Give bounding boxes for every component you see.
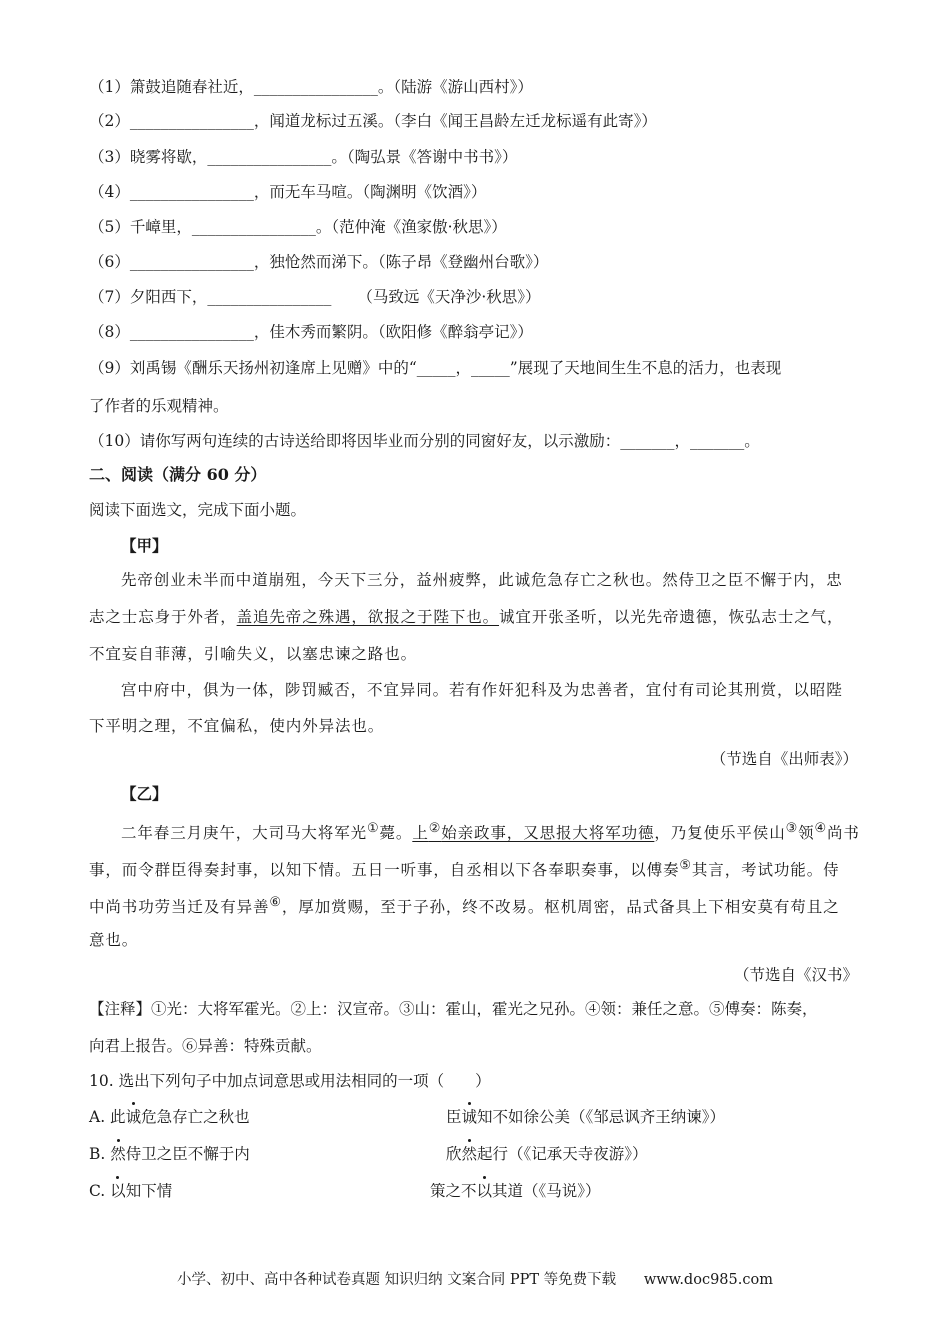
option-text: 其道（《马说》） bbox=[492, 1182, 601, 1200]
answer-blank: ________________ bbox=[129, 183, 254, 201]
footer-text: 小学、初中、高中各种试卷真题 知识归纳 文案合同 PPT 等免费下载 bbox=[177, 1272, 617, 1288]
option-a bbox=[89, 1106, 789, 1128]
option-text: 危急存亡之秋也 bbox=[141, 1108, 250, 1126]
text-span: 其言，考试功能。侍 bbox=[691, 861, 840, 880]
instruction: 阅读下面选文，完成下面小题。 bbox=[89, 501, 307, 519]
text-span: 诚宜开张圣听，以光先帝遗德，恢弘志士之气， bbox=[499, 608, 844, 626]
passage-label-yi: 【乙】 bbox=[121, 784, 168, 803]
fill-in-item-3 bbox=[89, 146, 517, 168]
answer-blank: ________________ bbox=[129, 112, 254, 130]
option-b-compare bbox=[446, 1143, 648, 1165]
fill-in-source: ，佳木秀而繁阴。（欧阳修《醉翁亭记》） bbox=[253, 323, 533, 341]
fill-in-text: （4） bbox=[89, 183, 130, 201]
note-marker: ④ bbox=[814, 821, 827, 836]
fill-in-source: ，而无车马喧。（陶渊明《饮酒》） bbox=[253, 183, 487, 201]
dotted-word: 然 bbox=[461, 1145, 478, 1163]
fill-in-text: （6） bbox=[89, 253, 130, 271]
answer-blank: ________________ bbox=[191, 218, 316, 236]
yi-source: （节选自《汉书》 bbox=[733, 966, 858, 984]
fill-in-text: （1）箫鼓追随春社近， bbox=[89, 78, 254, 96]
section-title: 二、阅读（满分 60 分） bbox=[89, 465, 267, 484]
text-span: 中尚书功劳当迁及有异善 bbox=[89, 898, 270, 917]
q9-line-1: （9）刘禹锡《酬乐天扬州初逢席上见赠》中的“_____，_____”展现了天地间生生不息的活力，也表现 bbox=[89, 359, 782, 377]
text-span: 事，而令群臣得奏封事，以知下情。五日一听事，自丞相以下各奉职奏事，以傅奏 bbox=[89, 861, 680, 880]
option-label: A. 此 bbox=[89, 1108, 126, 1126]
answer-blank: ________________ bbox=[129, 323, 254, 341]
option-label: C. bbox=[89, 1182, 111, 1200]
fill-in-item-5 bbox=[89, 216, 507, 238]
dotted-word: 诚 bbox=[461, 1108, 478, 1126]
note-marker: ③ bbox=[785, 821, 799, 836]
answer-blank: ________________ bbox=[207, 288, 332, 306]
fill-in-text: （2） bbox=[89, 112, 130, 130]
fill-in-text: （8） bbox=[89, 323, 130, 341]
yi-line-2 bbox=[89, 855, 840, 881]
fill-in-item-6 bbox=[89, 251, 548, 273]
option-label: B. bbox=[89, 1145, 111, 1163]
text-span: ，厚加赏赐，至于子孙，终不改易。枢机周密，品式备具上下相安莫有苟且之 bbox=[281, 898, 840, 917]
dotted-word: 诚 bbox=[125, 1108, 142, 1126]
dotted-word: 然 bbox=[110, 1145, 126, 1163]
option-text: 策之不 bbox=[430, 1182, 477, 1200]
dotted-word: 以 bbox=[476, 1182, 493, 1200]
fill-in-source: （马致远《天净沙·秋思》） bbox=[357, 288, 541, 306]
yi-line-1 bbox=[121, 818, 860, 844]
fill-in-source: ，闻道龙标过五溪。（李白《闻王昌龄左迁龙标遥有此寄》） bbox=[253, 112, 657, 130]
text-span: 领 bbox=[798, 824, 815, 843]
option-a-compare bbox=[446, 1106, 725, 1128]
fill-in-item-1 bbox=[89, 76, 533, 98]
jia-p2-line-2: 下平明之理，不宜偏私，使内外异法也。 bbox=[89, 717, 385, 735]
footer-site-link[interactable]: www.doc985.com bbox=[643, 1272, 773, 1288]
notes-line-1: 【注释】①光：大将军霍光。②上：汉宣帝。③山：霍山，霍光之兄孙。④领：兼任之意。⑤傅奏：陈奏， bbox=[89, 1000, 818, 1018]
fill-in-item-8 bbox=[89, 321, 533, 343]
jia-p1-line-1: 先帝创业未半而中道崩殂，今天下三分，益州疲弊，此诚危急存亡之秋也。然侍卫之臣不懈于内，忠 bbox=[121, 571, 843, 589]
q9-line-2: 了作者的乐观精神。 bbox=[89, 397, 229, 415]
fill-in-text: （3）晓雾将歇， bbox=[89, 148, 208, 166]
text-span: 上 bbox=[412, 824, 429, 843]
notes-line-2: 向君上报告。⑥异善：特殊贡献。 bbox=[89, 1037, 322, 1055]
note-marker: ① bbox=[367, 821, 380, 836]
text-span: 薨。 bbox=[379, 824, 413, 843]
option-text: 起行（《记承天寺夜游》） bbox=[477, 1145, 648, 1163]
fill-in-source: 。（陶弘景《答谢中书书》） bbox=[331, 148, 518, 166]
yi-line-4: 意也。 bbox=[89, 931, 139, 949]
note-marker: ⑥ bbox=[269, 895, 282, 910]
passage-label-jia: 【甲】 bbox=[121, 536, 168, 555]
page-footer bbox=[0, 1268, 950, 1289]
question-stem: 10. 选出下列句子中加点词意思或用法相同的一项（ ） bbox=[89, 1072, 491, 1090]
text-span: 始亲政事，又思报大将军功德 bbox=[441, 824, 655, 843]
underlined-sentence bbox=[412, 821, 655, 843]
option-text: 知不如徐公美（《邹忌讽齐王纳谏》） bbox=[477, 1108, 726, 1126]
fill-in-source: ，独怆然而涕下。（陈子昂《登幽州台歌》） bbox=[253, 253, 549, 271]
fill-in-item-2 bbox=[89, 110, 657, 132]
jia-p1-line-3: 不宜妄自菲薄，引喻失义，以塞忠谏之路也。 bbox=[89, 645, 418, 663]
jia-p2-line-1: 宫中府中，俱为一体，陟罚臧否，不宜异同。若有作奸犯科及为忠善者，宜付有司论其刑赏，以昭陛 bbox=[121, 681, 843, 699]
option-text: 知下情 bbox=[125, 1182, 173, 1200]
yi-line-3 bbox=[89, 892, 840, 918]
q10-fill: （10）请你写两句连续的古诗送给即将因毕业而分别的同窗好友，以示激励：_______，_______。 bbox=[89, 432, 760, 450]
note-marker: ⑤ bbox=[679, 858, 692, 873]
underlined-sentence: 盖追先帝之殊遇，欲报之于陛下也。 bbox=[236, 608, 500, 626]
dotted-word: 以 bbox=[110, 1182, 126, 1200]
text-span: ，乃复使乐平侯山 bbox=[654, 824, 786, 843]
fill-in-text: （7）夕阳西下， bbox=[89, 288, 208, 306]
answer-blank: ________________ bbox=[253, 78, 378, 96]
jia-p1-line-2 bbox=[89, 606, 843, 628]
answer-blank: ________________ bbox=[129, 253, 254, 271]
option-text: 侍卫之臣不懈于内 bbox=[125, 1145, 250, 1163]
fill-in-item-4 bbox=[89, 181, 486, 203]
text-span: 尚书 bbox=[826, 824, 860, 843]
text-span: 二年春三月庚午，大司马大将军光 bbox=[121, 824, 368, 843]
option-text: 臣 bbox=[446, 1108, 462, 1126]
text-span: 志之士忘身于外者， bbox=[89, 608, 237, 626]
answer-blank: ________________ bbox=[207, 148, 332, 166]
option-c-compare bbox=[430, 1180, 601, 1202]
fill-in-source: 。（范仲淹《渔家傲·秋思》） bbox=[315, 218, 507, 236]
option-c bbox=[89, 1180, 789, 1202]
option-text: 欣 bbox=[446, 1145, 462, 1163]
fill-in-item-7 bbox=[89, 286, 541, 308]
fill-in-text: （5）千嶂里， bbox=[89, 218, 192, 236]
option-b bbox=[89, 1143, 789, 1165]
fill-in-source: 。（陆游《游山西村》） bbox=[377, 78, 533, 96]
jia-source: （节选自《出师表》） bbox=[710, 750, 858, 768]
note-marker: ② bbox=[428, 821, 442, 836]
